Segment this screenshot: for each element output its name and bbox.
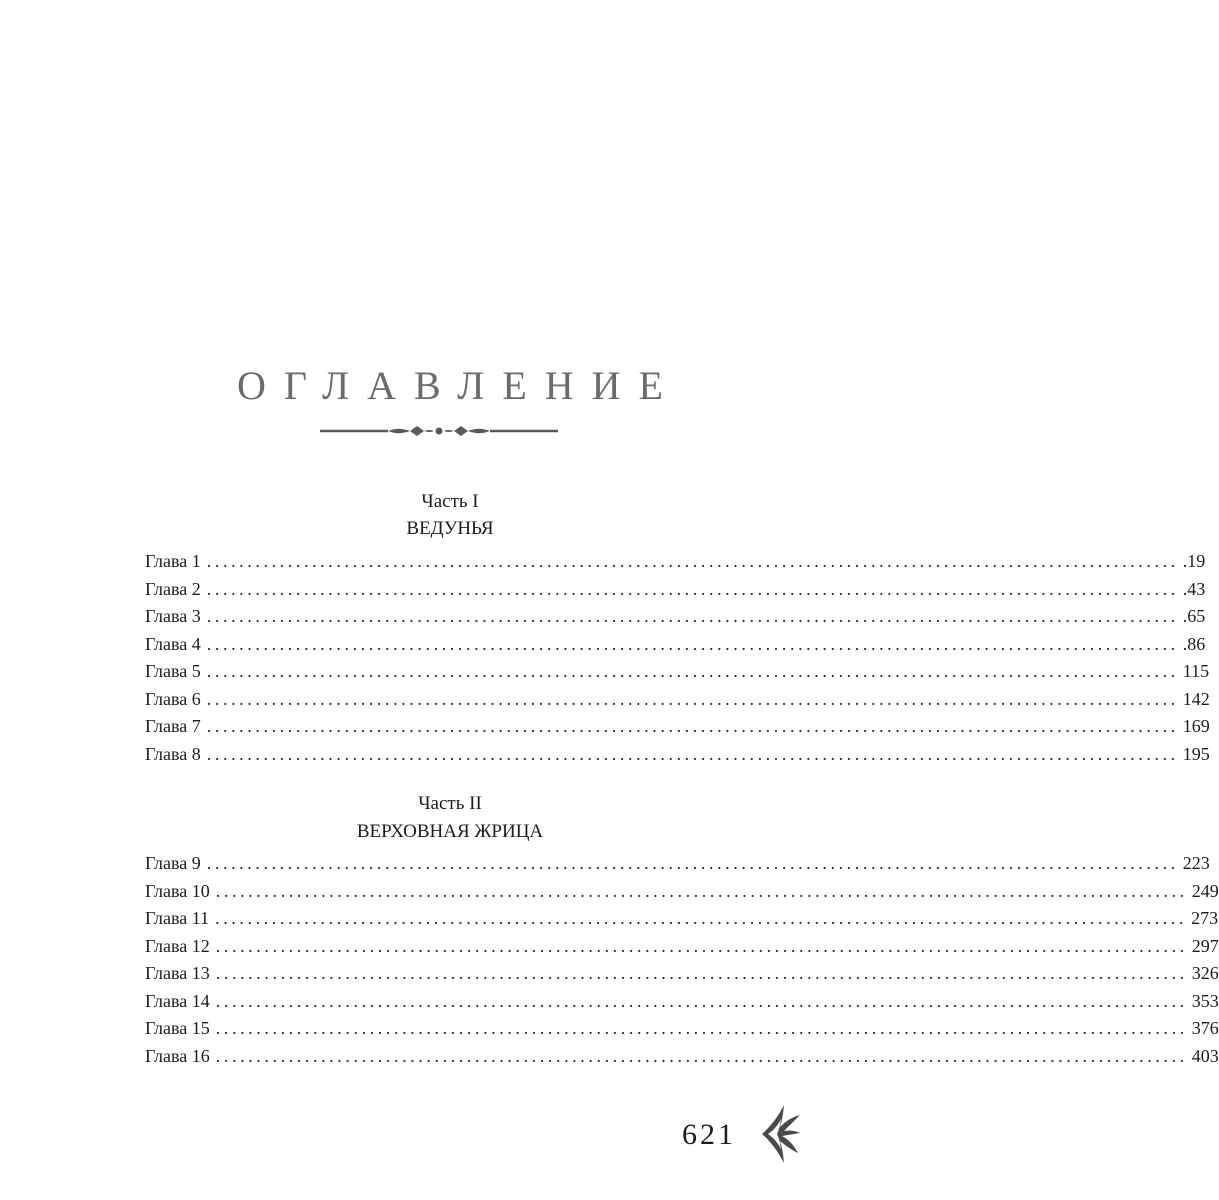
dot-leader: ........................................................................................................................: [206, 853, 1179, 873]
toc-entry[interactable]: [145, 1015, 1219, 1043]
dot-leader: ........................................................................................................................: [215, 990, 1188, 1011]
toc-entry[interactable]: [145, 988, 1219, 1016]
ornamental-divider-icon: [318, 420, 560, 442]
toc-part-2-list: [145, 850, 1219, 1070]
dot-leader: ........................................................................................................................: [215, 963, 1188, 983]
chapter-label: Глава 5: [145, 661, 201, 681]
chapter-label: Глава 4: [145, 633, 201, 654]
chapter-page-number: 297: [1191, 935, 1219, 956]
toc-part-1-list: [145, 548, 1210, 768]
dot-leader: ........................................................................................................................: [206, 716, 1179, 736]
dot-leader: ........................................................................................................................: [215, 1018, 1188, 1038]
chapter-label: Глава 15: [145, 1018, 210, 1038]
dot-leader: ........................................................................................................................: [206, 578, 1179, 599]
dot-leader: ........................................................................................................................: [206, 661, 1179, 681]
chapter-page-number: 403: [1191, 1045, 1219, 1066]
chapter-label: Глава 3: [145, 606, 201, 626]
toc-entry[interactable]: [145, 1043, 1219, 1071]
chapter-label: Глава 14: [145, 990, 210, 1011]
dot-leader: ........................................................................................................................: [215, 935, 1188, 956]
chapter-page-number: 326: [1191, 963, 1219, 983]
part-title: ВЕДУНЬЯ: [406, 518, 494, 539]
chapter-label: Глава 10: [145, 880, 210, 901]
dot-leader: ........................................................................................................................: [206, 551, 1179, 571]
dot-leader: ........................................................................................................................: [206, 688, 1179, 709]
toc-entry[interactable]: [145, 631, 1206, 659]
chapter-page-number: 273: [1191, 908, 1219, 928]
toc-entry[interactable]: [145, 603, 1206, 631]
toc-entry[interactable]: [145, 576, 1206, 604]
toc-entry[interactable]: [145, 850, 1210, 878]
chapter-label: Глава 6: [145, 688, 201, 709]
chapter-label: Глава 8: [145, 743, 201, 764]
dot-leader: ........................................................................................................................: [215, 1045, 1188, 1066]
toc-entry[interactable]: [145, 933, 1219, 961]
toc-entry[interactable]: [145, 905, 1219, 933]
part-label: Часть I: [421, 491, 479, 512]
chapter-label: Глава 11: [145, 908, 210, 928]
dot-leader: ........................................................................................................................: [206, 743, 1179, 764]
chapter-page-number: .19: [1182, 551, 1206, 571]
dot-leader: ........................................................................................................................: [215, 908, 1188, 928]
dot-leader: ........................................................................................................................: [206, 633, 1179, 654]
toc-entry[interactable]: [145, 878, 1219, 906]
chapter-label: Глава 16: [145, 1045, 210, 1066]
page-title: ОГЛАВЛЕНИЕ: [237, 363, 681, 408]
chapter-page-number: .86: [1182, 633, 1206, 654]
part-label: Часть II: [418, 793, 482, 814]
chapter-page-number: 195: [1182, 743, 1210, 764]
chapter-page-number: 249: [1191, 880, 1219, 901]
chapter-label: Глава 1: [145, 551, 201, 571]
page-number: 621: [682, 1118, 736, 1151]
chapter-page-number: 376: [1191, 1018, 1219, 1038]
chapter-page-number: 223: [1182, 853, 1210, 873]
part-title: ВЕРХОВНАЯ ЖРИЦА: [356, 821, 544, 842]
toc-entry[interactable]: [145, 713, 1210, 741]
chapter-page-number: 142: [1182, 688, 1210, 709]
chapter-label: Глава 13: [145, 963, 210, 983]
dot-leader: ........................................................................................................................: [206, 606, 1179, 626]
chapter-page-number: 169: [1182, 716, 1210, 736]
chapter-label: Глава 12: [145, 935, 210, 956]
chapter-label: Глава 9: [145, 853, 201, 873]
chapter-page-number: .43: [1182, 578, 1206, 599]
toc-entry[interactable]: [145, 960, 1219, 988]
chapter-label: Глава 2: [145, 578, 201, 599]
chapter-label: Глава 7: [145, 716, 201, 736]
toc-entry[interactable]: [145, 686, 1210, 714]
chapter-page-number: 115: [1182, 661, 1210, 681]
chapter-page-number: 353: [1191, 990, 1219, 1011]
chapter-page-number: .65: [1182, 606, 1206, 626]
toc-entry[interactable]: [145, 658, 1210, 686]
toc-entry[interactable]: [145, 741, 1210, 769]
dot-leader: ........................................................................................................................: [215, 880, 1188, 901]
toc-entry[interactable]: [145, 548, 1206, 576]
wing-ornament-icon: [758, 1103, 802, 1165]
